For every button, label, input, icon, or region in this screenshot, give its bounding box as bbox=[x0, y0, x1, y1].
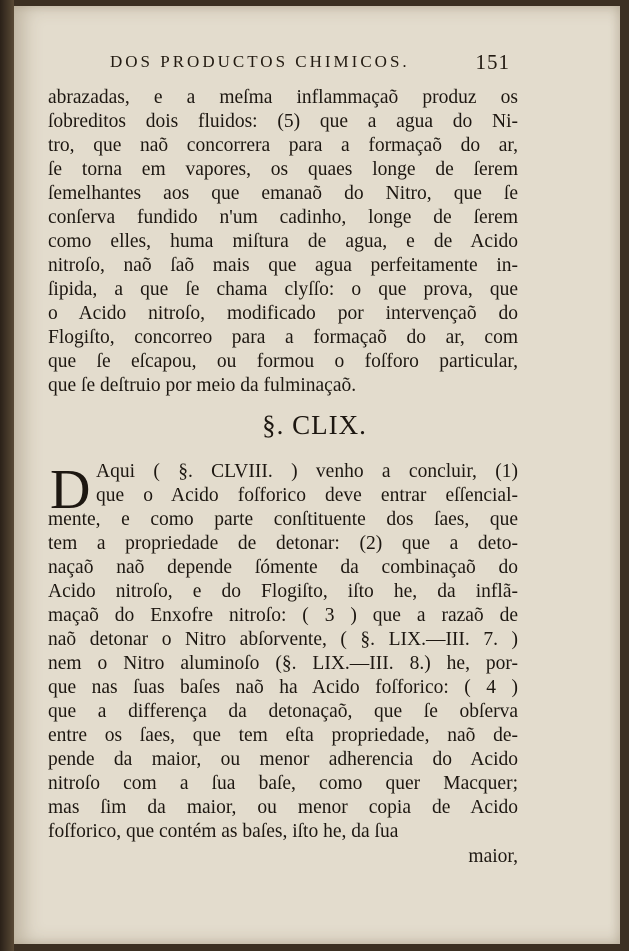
text-line: ſe torna em vapores, os quaes longe de ſerem bbox=[48, 159, 518, 180]
text-line: tro, que naõ concorrera para a formaçaõ do ar, bbox=[48, 135, 518, 156]
text-line: nem o Nitro aluminoſo (§. LIX.—III. 8.) he, por- bbox=[48, 653, 518, 674]
text-line: maçaõ do Enxofre nitroſo: ( 3 ) que a razaõ de bbox=[48, 605, 518, 626]
text-line: foſforico, que contém as baſes, iſto he, da ſua bbox=[48, 821, 399, 842]
running-title: DOS PRODUCTOS CHIMICOS. bbox=[110, 52, 410, 71]
text-line: tem a propriedade de detonar: (2) que a deto- bbox=[48, 533, 518, 554]
running-header bbox=[110, 52, 510, 72]
text-line: Acido nitroſo, e do Flogiſto, iſto he, da inflã- bbox=[48, 581, 518, 602]
text-line: Aqui ( §. CLVIII. ) venho a concluir, (1) bbox=[96, 461, 518, 482]
text-line: pende da maior, ou menor adherencia do Acido bbox=[48, 749, 518, 770]
text-line: nitroſo, naõ ſaõ mais que agua perfeitamente in- bbox=[48, 255, 518, 276]
text-line: conſerva fundido n'um cadinho, longe de ſerem bbox=[48, 207, 518, 228]
text-line: naõ detonar o Nitro abſorvente, ( §. LIX.—III. 7. ) bbox=[48, 629, 518, 650]
text-line: nitroſo com a ſua baſe, como quer Macquer; bbox=[48, 773, 518, 794]
text-line: mente, e como parte conſtituente dos ſaes, que bbox=[48, 509, 518, 530]
text-line: Flogiſto, concorreo para a formaçaõ do ar, com bbox=[48, 327, 518, 348]
text-line: que nas ſuas baſes naõ ha Acido foſforico: ( 4 ) bbox=[48, 677, 518, 698]
text-line: ſipida, a que ſe chama clyſſo: o que prova, que bbox=[48, 279, 518, 300]
text-line: que a differença da detonaçaõ, que ſe obſerva bbox=[48, 701, 518, 722]
catchword: maior, bbox=[468, 846, 518, 867]
text-line: abrazadas, e a meſma inflammaçaõ produz os bbox=[48, 87, 518, 108]
text-line: o Acido nitroſo, modificado por intervençaõ do bbox=[48, 303, 518, 324]
text-line: que ſe eſcapou, ou formou o foſforo particular, bbox=[48, 351, 518, 372]
text-line: ſemelhantes aos que emanaõ do Nitro, que ſe bbox=[48, 183, 518, 204]
section-heading: §. CLIX. bbox=[262, 410, 367, 440]
text-line: ſobreditos dois fluidos: (5) que a agua do Ni- bbox=[48, 111, 518, 132]
text-line: naçaõ naõ depende ſómente da combinaçaõ do bbox=[48, 557, 518, 578]
text-line: que o Acido foſforico deve entrar eſſencial- bbox=[96, 485, 518, 506]
book-gutter bbox=[0, 0, 14, 951]
page-number: 151 bbox=[475, 50, 510, 74]
text-line: como elles, huma miſtura de agua, e de Acido bbox=[48, 231, 518, 252]
text-line: mas ſim da maior, ou menor copia de Acido bbox=[48, 797, 518, 818]
text-line: que ſe deſtruio por meio da fulminaçaõ. bbox=[48, 375, 357, 396]
text-line: entre os ſaes, que tem eſta propriedade, naõ de- bbox=[48, 725, 518, 746]
drop-cap: D bbox=[50, 459, 91, 521]
